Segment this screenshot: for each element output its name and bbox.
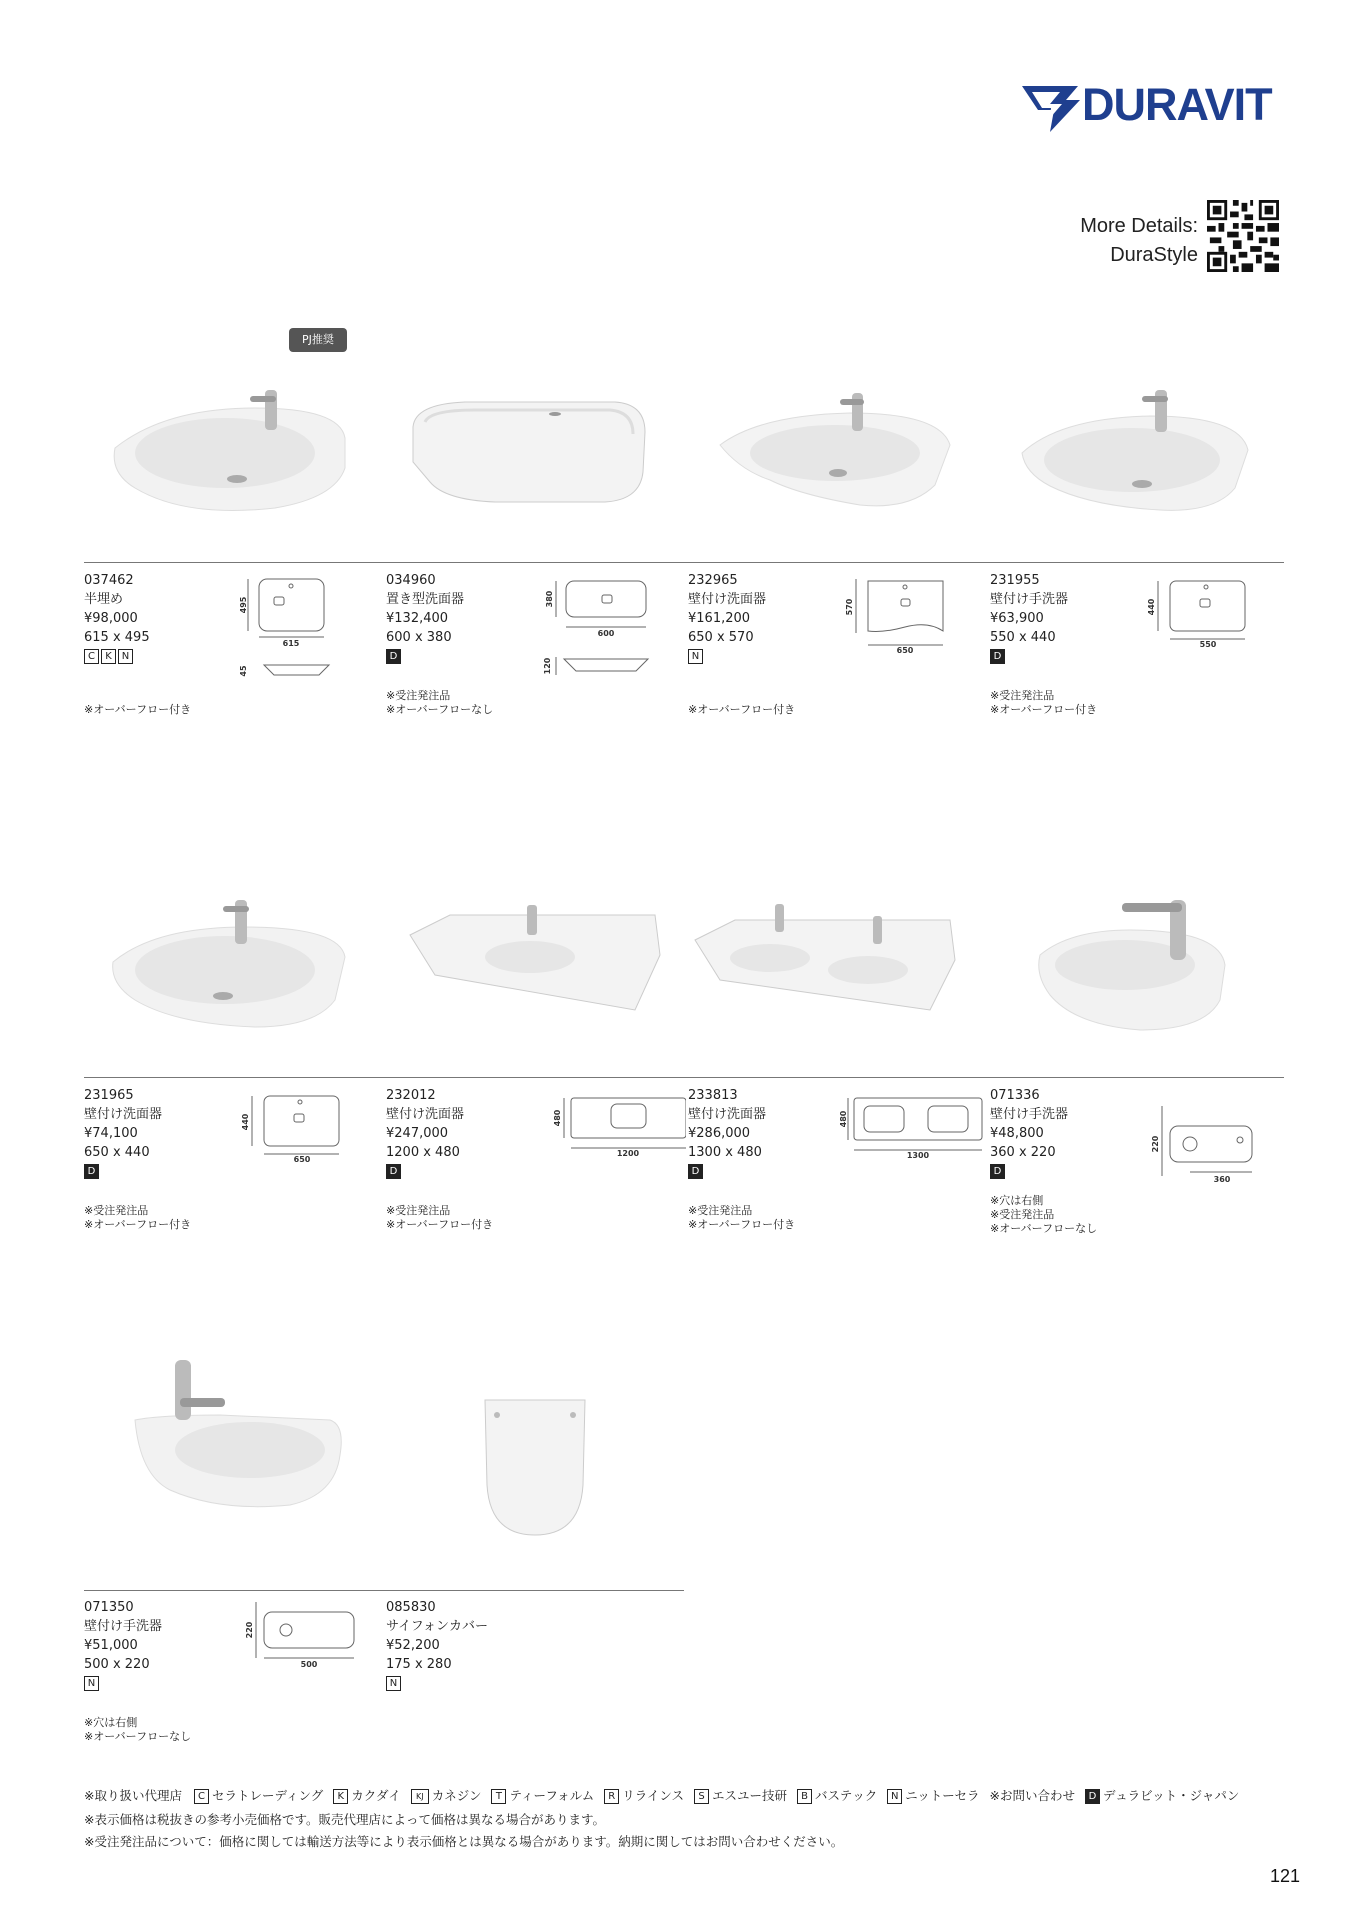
dim-width: 650 xyxy=(293,1155,311,1164)
product-type: 壁付け洗面器 xyxy=(688,592,767,607)
dim-depth: 220 xyxy=(1151,1135,1160,1153)
distributor-badges xyxy=(688,1164,766,1179)
product-note: ※受注発注品 xyxy=(990,689,1055,702)
legend-item xyxy=(491,1785,594,1807)
distributor-badge: D xyxy=(688,1164,703,1179)
product-card-232965 xyxy=(688,571,988,731)
distributor-badges xyxy=(84,1164,162,1179)
distributor-badge: D xyxy=(990,1164,1005,1179)
product-price: ¥51,000 xyxy=(84,1638,138,1653)
legend-items xyxy=(194,1785,1249,1807)
product-size: 1200 x 480 xyxy=(386,1145,460,1160)
product-type: 壁付け手洗器 xyxy=(84,1619,163,1634)
product-size: 1300 x 480 xyxy=(688,1145,762,1160)
product-size: 650 x 570 xyxy=(688,630,754,645)
legend-badge: C xyxy=(194,1789,209,1804)
row3-divider xyxy=(84,1590,684,1591)
product-card-071336 xyxy=(990,1086,1290,1246)
dim-depth: 220 xyxy=(245,1621,254,1639)
product-type: 壁付け手洗器 xyxy=(990,592,1069,607)
product-note: ※受注発注品 xyxy=(386,1204,451,1217)
legend-badge: KJ xyxy=(411,1789,429,1804)
product-size: 650 x 440 xyxy=(84,1145,150,1160)
legend-prefix: ※取り扱い代理店 xyxy=(84,1788,182,1803)
dimension-drawing-231965 xyxy=(234,1086,384,1211)
footnote-order: ※受注発注品について：価格に関しては輸送方法等により表示価格とは異なる場合があります。納期に関してはお問い合わせください。 xyxy=(84,1834,844,1849)
product-code: 034960 xyxy=(386,573,436,588)
product-price: ¥132,400 xyxy=(386,611,449,626)
dim-depth: 570 xyxy=(845,598,854,616)
distributor-badges xyxy=(688,649,766,664)
product-price: ¥98,000 xyxy=(84,611,138,626)
distributor-badge: N xyxy=(84,1676,99,1691)
legend-item xyxy=(333,1785,401,1807)
dimension-drawing xyxy=(536,1086,686,1215)
product-price: ¥74,100 xyxy=(84,1126,138,1141)
product-photo-232965 xyxy=(710,385,960,515)
product-size: 550 x 440 xyxy=(990,630,1056,645)
product-info xyxy=(990,1086,1068,1179)
distributor-badges xyxy=(84,1676,162,1691)
product-photo-071336 xyxy=(1030,885,1230,1035)
product-card-231965 xyxy=(84,1086,384,1246)
legend-badge: D xyxy=(1085,1789,1100,1804)
legend-label: ティーフォルム xyxy=(509,1788,595,1803)
product-type: 置き型洗面器 xyxy=(386,592,465,607)
distributor-badge: N xyxy=(118,649,133,664)
distributor-badges xyxy=(386,1164,464,1179)
distributor-badge: K xyxy=(101,649,116,664)
distributor-badge: C xyxy=(84,649,99,664)
dimension-drawing-071336 xyxy=(1140,1086,1290,1211)
distributor-legend xyxy=(84,1785,1249,1807)
dimension-drawing xyxy=(1140,571,1290,700)
product-notes xyxy=(84,703,191,717)
product-note: ※オーバーフローなし xyxy=(386,703,494,716)
product-price: ¥247,000 xyxy=(386,1126,449,1141)
distributor-badge: N xyxy=(386,1676,401,1691)
product-card-232012 xyxy=(386,1086,686,1246)
pj-recommended-badge: PJ推奨 xyxy=(289,328,347,352)
legend-badge: S xyxy=(694,1789,709,1804)
more-details-series: DuraStyle xyxy=(1110,244,1198,266)
product-notes xyxy=(84,1204,191,1232)
legend-label: デュラビット・ジャパン xyxy=(1103,1788,1240,1803)
legend-label: エスユー技研 xyxy=(712,1788,788,1803)
product-photo-231965 xyxy=(105,892,355,1032)
dim-depth: 480 xyxy=(553,1109,562,1127)
product-card-071350 xyxy=(84,1598,384,1758)
product-code: 233813 xyxy=(688,1088,738,1103)
legend-item xyxy=(694,1785,787,1807)
product-notes xyxy=(688,703,795,717)
product-notes xyxy=(386,1204,493,1232)
product-size: 615 x 495 xyxy=(84,630,150,645)
distributor-badge: D xyxy=(386,649,401,664)
dim-depth: 480 xyxy=(839,1110,848,1128)
dim-depth: 380 xyxy=(545,590,554,608)
product-note: ※受注発注品 xyxy=(990,1208,1055,1221)
legend-item xyxy=(797,1785,877,1807)
dim-depth: 440 xyxy=(1147,598,1156,616)
product-photo-037462 xyxy=(105,378,355,518)
legend-label: カクダイ xyxy=(351,1788,401,1803)
product-price: ¥52,200 xyxy=(386,1638,440,1653)
product-price: ¥48,800 xyxy=(990,1126,1044,1141)
product-notes xyxy=(386,689,493,717)
product-code: 071336 xyxy=(990,1088,1040,1103)
product-info xyxy=(84,1598,162,1691)
product-price: ¥161,200 xyxy=(688,611,751,626)
product-notes xyxy=(990,1194,1097,1236)
dimension-drawing xyxy=(234,1086,384,1215)
legend-label: リラインス xyxy=(622,1788,684,1803)
dim-height: 120 xyxy=(543,657,552,675)
product-notes xyxy=(688,1204,795,1232)
dim-width: 360 xyxy=(1213,1175,1231,1184)
dimension-drawing-037462 xyxy=(234,571,384,696)
product-note: ※受注発注品 xyxy=(688,1204,753,1217)
distributor-badges xyxy=(84,649,150,664)
dimension-drawing xyxy=(838,571,988,700)
dimension-drawing xyxy=(838,1086,988,1215)
product-code: 231955 xyxy=(990,573,1040,588)
duravit-logo xyxy=(1020,78,1282,134)
dim-depth: 495 xyxy=(239,596,248,614)
legend-badge: K xyxy=(333,1789,348,1804)
product-card-037462 xyxy=(84,571,384,731)
row1-divider xyxy=(84,562,1284,563)
dim-width: 550 xyxy=(1199,640,1217,649)
dim-width: 1300 xyxy=(906,1151,930,1160)
product-note: ※オーバーフローなし xyxy=(990,1222,1098,1235)
product-price: ¥286,000 xyxy=(688,1126,751,1141)
distributor-badges xyxy=(990,1164,1068,1179)
product-note: ※受注発注品 xyxy=(84,1204,149,1217)
product-note: ※オーバーフロー付き xyxy=(386,1218,494,1231)
product-type: サイフォンカバー xyxy=(386,1619,489,1634)
distributor-badge: D xyxy=(84,1164,99,1179)
dim-depth: 440 xyxy=(241,1113,250,1131)
brand-name: DURAVIT xyxy=(1082,79,1272,130)
legend-label: バステック xyxy=(815,1788,878,1803)
duravit-logo-mark-icon xyxy=(1020,78,1084,134)
legend-item xyxy=(1085,1785,1239,1807)
legend-label: ニットーセラ xyxy=(905,1788,980,1803)
dimension-drawing-231955 xyxy=(1140,571,1290,696)
product-price: ¥63,900 xyxy=(990,611,1044,626)
product-size: 360 x 220 xyxy=(990,1145,1056,1160)
distributor-badges xyxy=(386,649,464,664)
distributor-badges xyxy=(386,1676,488,1691)
product-note: ※穴は右側 xyxy=(990,1194,1044,1207)
product-info xyxy=(386,571,464,664)
product-code: 232965 xyxy=(688,573,738,588)
product-note: ※受注発注品 xyxy=(386,689,451,702)
dimension-drawing xyxy=(536,571,686,700)
product-code: 232012 xyxy=(386,1088,436,1103)
legend-label: カネジン xyxy=(431,1788,482,1803)
product-note: ※オーバーフローなし xyxy=(84,1730,192,1743)
dimension-drawing-232012 xyxy=(536,1086,686,1211)
dimension-drawing xyxy=(1140,1086,1290,1215)
dimension-drawing-071350 xyxy=(234,1598,384,1723)
product-size: 500 x 220 xyxy=(84,1657,150,1672)
dimension-drawing xyxy=(234,1598,384,1727)
product-note: ※穴は右側 xyxy=(84,1716,138,1729)
product-note: ※オーバーフロー付き xyxy=(688,703,796,716)
product-card-233813 xyxy=(688,1086,988,1246)
product-info xyxy=(386,1086,464,1179)
product-note: ※オーバーフロー付き xyxy=(688,1218,796,1231)
product-photo-034960 xyxy=(405,392,655,512)
distributor-badges xyxy=(990,649,1068,664)
distributor-badge: D xyxy=(990,649,1005,664)
product-card-231955 xyxy=(990,571,1290,731)
product-size: 600 x 380 xyxy=(386,630,452,645)
legend-badge: R xyxy=(604,1789,619,1804)
more-details-label: More Details: xyxy=(1080,215,1198,237)
product-type: 壁付け洗面器 xyxy=(84,1107,163,1122)
product-info xyxy=(84,1086,162,1179)
product-code: 037462 xyxy=(84,573,134,588)
product-card-085830 xyxy=(386,1598,686,1758)
dim-width: 600 xyxy=(597,629,615,638)
legend-item xyxy=(604,1785,684,1807)
dim-width: 1200 xyxy=(616,1149,640,1158)
product-card-034960 xyxy=(386,571,686,731)
legend-badge: B xyxy=(797,1789,812,1804)
dim-width: 650 xyxy=(896,646,914,655)
dimension-drawing-034960 xyxy=(536,571,686,696)
product-note: ※オーバーフロー付き xyxy=(84,1218,192,1231)
legend-item xyxy=(194,1785,323,1807)
distributor-badge: D xyxy=(386,1164,401,1179)
product-photo-233813 xyxy=(690,900,960,1020)
product-type: 壁付け洗面器 xyxy=(386,1107,465,1122)
product-note: ※オーバーフロー付き xyxy=(990,703,1098,716)
legend-badge: N xyxy=(887,1789,902,1804)
product-photo-085830 xyxy=(475,1395,595,1540)
product-info xyxy=(990,571,1068,664)
product-type: 壁付け手洗器 xyxy=(990,1107,1069,1122)
product-notes xyxy=(990,689,1097,717)
product-photo-232012 xyxy=(405,905,665,1025)
distributor-badge: N xyxy=(688,649,703,664)
product-note: ※オーバーフロー付き xyxy=(84,703,192,716)
dimension-drawing xyxy=(234,571,384,700)
legend-item xyxy=(887,1785,979,1807)
dim-width: 500 xyxy=(300,1660,318,1669)
row2-divider xyxy=(84,1077,1284,1078)
dimension-drawing-232965 xyxy=(838,571,988,696)
dimension-drawing-233813 xyxy=(838,1086,988,1211)
product-type: 半埋め xyxy=(84,592,124,607)
product-info xyxy=(688,1086,766,1179)
legend-label: ※お問い合わせ xyxy=(989,1788,1076,1803)
dim-width: 615 xyxy=(282,639,300,648)
product-code: 085830 xyxy=(386,1600,436,1615)
legend-item xyxy=(411,1785,482,1807)
legend-item xyxy=(990,1785,1075,1807)
footnote-price: ※表示価格は税抜きの参考小売価格です。販売代理店によって価格は異なる場合があります。 xyxy=(84,1812,605,1827)
product-info xyxy=(688,571,766,664)
product-size: 175 x 280 xyxy=(386,1657,452,1672)
legend-label: セラトレーディング xyxy=(211,1788,324,1803)
dim-height: 45 xyxy=(239,665,248,677)
page-number: 121 xyxy=(1270,1866,1301,1886)
product-notes xyxy=(84,1716,191,1744)
product-type: 壁付け洗面器 xyxy=(688,1107,767,1122)
product-code: 231965 xyxy=(84,1088,134,1103)
legend-badge: T xyxy=(491,1789,506,1804)
product-photo-071350 xyxy=(130,1360,350,1520)
more-details-text xyxy=(1080,212,1198,270)
qr-code-icon[interactable] xyxy=(1207,200,1279,272)
product-photo-231955 xyxy=(1010,378,1260,518)
product-info xyxy=(386,1598,488,1691)
product-code: 071350 xyxy=(84,1600,134,1615)
product-info xyxy=(84,571,150,664)
